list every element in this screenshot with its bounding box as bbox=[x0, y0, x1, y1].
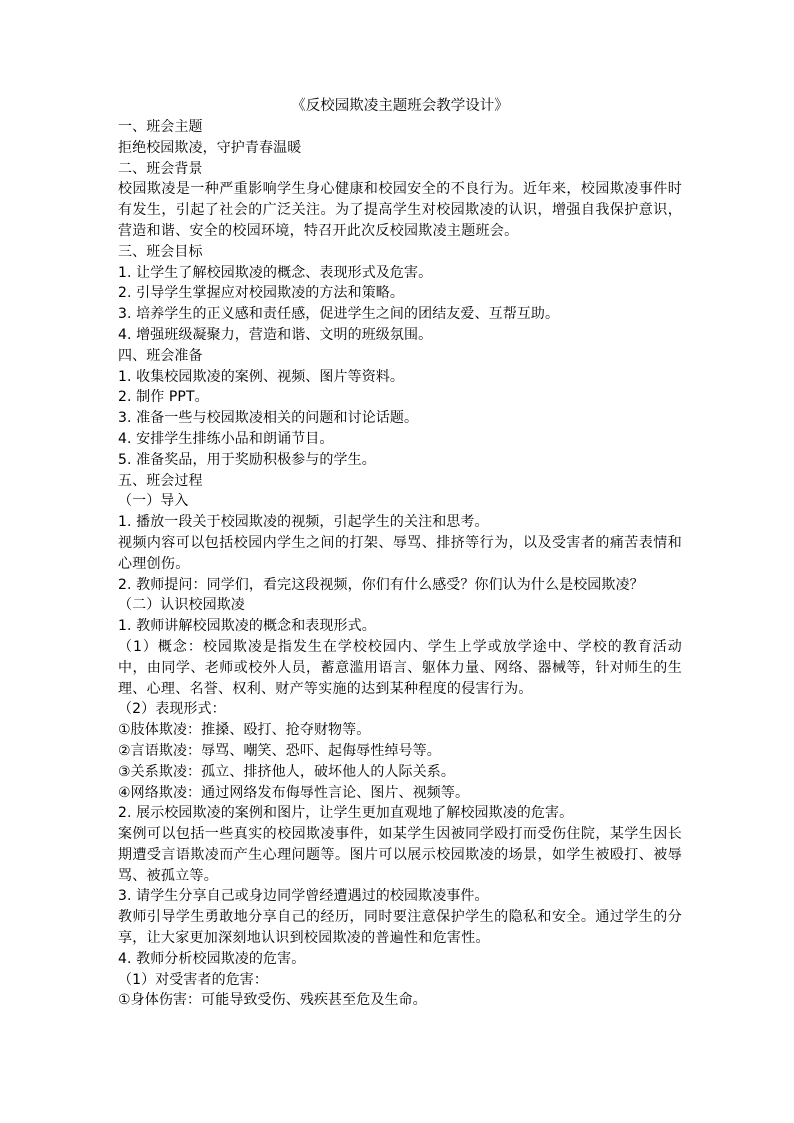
list-item: 3. 培养学生的正义感和责任感，促进学生之间的团结友爱、互帮互助。 bbox=[118, 306, 560, 323]
list-item: 5. 准备奖品，用于奖励积极参与的学生。 bbox=[118, 451, 376, 468]
list-item: 2. 教师提问：同学们，看完这段视频，你们有什么感受？你们认为什么是校园欺凌？ bbox=[118, 576, 644, 593]
list-item: 3. 准备一些与校园欺凌相关的问题和讨论话题。 bbox=[118, 410, 419, 427]
section-heading: 二、班会背景 bbox=[118, 160, 203, 177]
list-item: 2. 引导学生掌握应对校园欺凌的方法和策略。 bbox=[118, 285, 405, 302]
list-item: 1. 教师讲解校园欺凌的概念和表现形式。 bbox=[118, 618, 376, 635]
list-item: 1. 收集校园欺凌的案例、视频、图片等资料。 bbox=[118, 368, 405, 385]
paragraph: （1）概念：校园欺凌是指发生在学校校园内、学生上学或放学途中、学校的教育活动中，由同学、老师或校外人员，蓄意滥用语言、躯体力量、网络、器械等，针对师生的生理、心理、名誉、权利、财产等实施的达到某种程度的侵害行为。 bbox=[118, 638, 682, 697]
list-item: ①身体伤害：可能导致受伤、残疾甚至危及生命。 bbox=[118, 992, 427, 1009]
section-heading: 五、班会过程 bbox=[118, 472, 203, 489]
list-item: 1. 让学生了解校园欺凌的概念、表现形式及危害。 bbox=[118, 264, 433, 281]
list-item: 4. 安排学生排练小品和朗诵节目。 bbox=[118, 430, 334, 447]
paragraph: 案例可以包括一些真实的校园欺凌事件，如某学生因被同学殴打而受伤住院，某学生因长期遭受言语欺凌而产生心理问题等。图片可以展示校园欺凌的场景，如学生被殴打、被辱骂、被孤立等。 bbox=[118, 826, 682, 884]
document-page bbox=[118, 96, 682, 1011]
list-item: 4. 增强班级凝聚力，营造和谐、文明的班级氛围。 bbox=[118, 326, 433, 343]
body-text: （1）对受害者的危害： bbox=[118, 971, 269, 988]
document-body bbox=[118, 117, 682, 1011]
list-item: ②言语欺凌：辱骂、嘲笑、恐吓、起侮辱性绰号等。 bbox=[118, 742, 441, 759]
body-text: （2）表现形式： bbox=[118, 701, 226, 718]
list-item: ③关系欺凌：孤立、排挤他人，破坏他人的人际关系。 bbox=[118, 763, 455, 780]
subsection-heading: （二）认识校园欺凌 bbox=[118, 597, 245, 614]
list-item: 3. 请学生分享自己或身边同学曾经遭遇过的校园欺凌事件。 bbox=[118, 888, 489, 905]
list-item: 1. 播放一段关于校园欺凌的视频，引起学生的关注和思考。 bbox=[118, 514, 489, 531]
paragraph: 教师引导学生勇敢地分享自己的经历，同时要注意保护学生的隐私和安全。通过学生的分享，让大家更加深刻地认识到校园欺凌的普遍性和危害性。 bbox=[118, 909, 682, 947]
list-item: 2. 展示校园欺凌的案例和图片，让学生更加直观地了解校园欺凌的危害。 bbox=[118, 805, 574, 822]
section-heading: 三、班会目标 bbox=[118, 243, 203, 260]
section-heading: 四、班会准备 bbox=[118, 347, 203, 364]
paragraph: 视频内容可以包括校园内学生之间的打架、辱骂、排挤等行为，以及受害者的痛苦表情和心理创伤。 bbox=[118, 534, 682, 572]
document-title: 《反校园欺凌主题班会教学设计》 bbox=[291, 98, 509, 114]
list-item: 2. 制作 PPT。 bbox=[118, 389, 209, 406]
body-text: 拒绝校园欺凌，守护青春温暖 bbox=[118, 139, 302, 156]
section-heading: 一、班会主题 bbox=[118, 119, 203, 135]
list-item: 4. 教师分析校园欺凌的危害。 bbox=[118, 950, 306, 967]
subsection-heading: （一）导入 bbox=[118, 493, 189, 510]
list-item: ④网络欺凌：通过网络发布侮辱性言论、图片、视频等。 bbox=[118, 784, 470, 801]
paragraph: 校园欺凌是一种严重影响学生身心健康和校园安全的不良行为。近年来，校园欺凌事件时有发生，引起了社会的广泛关注。为了提高学生对校园欺凌的认识，增强自我保护意识，营造和谐、安全的校园环境，特召开此次反校园欺凌主题班会。 bbox=[118, 181, 682, 239]
list-item: ①肢体欺凌：推搡、殴打、抢夺财物等。 bbox=[118, 722, 371, 739]
